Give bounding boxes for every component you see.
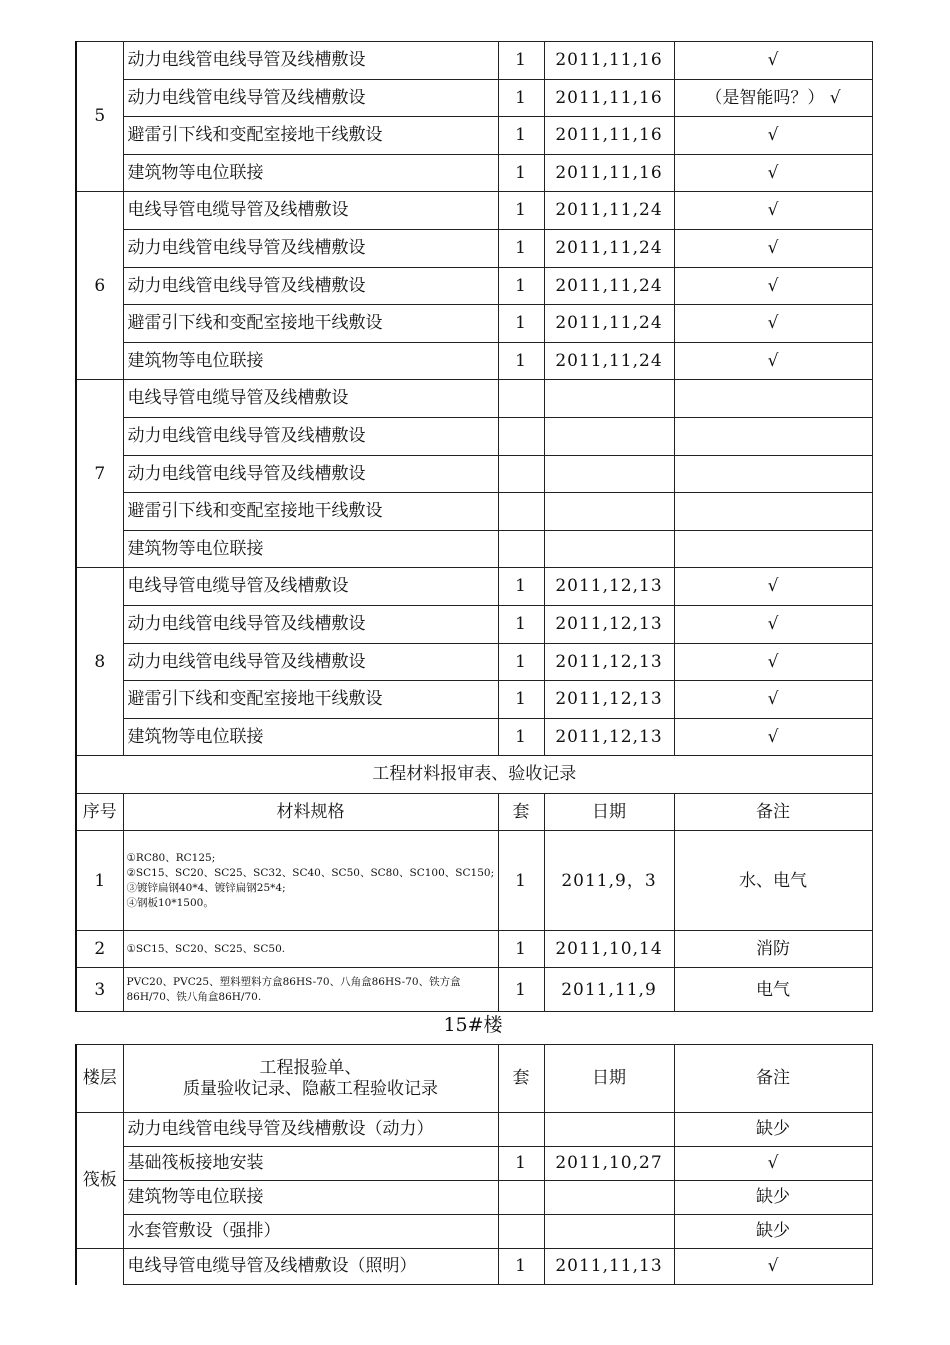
- building-15-table: [75, 1044, 873, 1285]
- table-row: [76, 117, 872, 155]
- table-row: [76, 267, 872, 305]
- table-row: [76, 455, 872, 493]
- item-date: 2011,11,16: [544, 154, 674, 192]
- item-qty: 1: [498, 305, 544, 343]
- header-record-line: 质量验收记录、隐蔽工程验收记录: [183, 1078, 438, 1099]
- item-note: [674, 530, 872, 568]
- item-date: 2011,11,24: [544, 267, 674, 305]
- item-date: 2011,12,13: [544, 681, 674, 719]
- item-qty: 1: [498, 342, 544, 380]
- item-name: 电线导管电缆导管及线槽敷设: [123, 568, 498, 606]
- floor-name-empty: [76, 1249, 123, 1285]
- item-note: √: [674, 605, 872, 643]
- item-date: [544, 1113, 674, 1147]
- materials-header-row: [76, 793, 872, 831]
- header-num: 序号: [76, 793, 123, 831]
- item-name: 水套管敷设（强排）: [123, 1215, 498, 1249]
- material-qty: 1: [498, 831, 544, 931]
- table-row: [76, 154, 872, 192]
- building-header-row: [76, 1045, 872, 1113]
- material-qty: 1: [498, 931, 544, 968]
- item-qty: 1: [498, 154, 544, 192]
- header-note: 备注: [674, 1045, 872, 1113]
- item-note: √: [674, 1249, 872, 1285]
- material-spec-line: ①RC80、RC125;: [126, 851, 216, 864]
- item-qty: 1: [498, 1249, 544, 1285]
- item-name: 动力电线管电线导管及线槽敷设（动力）: [123, 1113, 498, 1147]
- item-qty: [498, 417, 544, 455]
- item-name: 基础筏板接地安装: [123, 1147, 498, 1181]
- material-spec-line: ④钢板10*1500。: [126, 897, 214, 910]
- item-note: [674, 455, 872, 493]
- material-spec-line: ②SC15、SC20、SC25、SC32、SC40、SC50、SC80、SC100、SC150;: [126, 866, 495, 879]
- inspection-table: [75, 41, 873, 1012]
- item-date: [544, 530, 674, 568]
- material-spec: [123, 968, 498, 1012]
- item-name: 避雷引下线和变配室接地干线敷设: [123, 305, 498, 343]
- table-row: [76, 305, 872, 343]
- item-name: 电线导管电缆导管及线槽敷设（照明）: [123, 1249, 498, 1285]
- item-note: √: [674, 718, 872, 756]
- materials-title: 工程材料报审表、验收记录: [76, 756, 872, 794]
- material-spec-line: PVC20、PVC25、塑料塑料方盒86HS-70、八角盒86HS-70、铁方盒86H/70、铁八角盒86H/70.: [126, 975, 461, 1003]
- item-date: 2011,11,16: [544, 79, 674, 117]
- table-row: [76, 229, 872, 267]
- table-row: [76, 1113, 872, 1147]
- item-note: 缺少: [674, 1113, 872, 1147]
- item-note: √: [674, 154, 872, 192]
- group-number: 7: [76, 380, 123, 568]
- item-name: 建筑物等电位联接: [123, 1181, 498, 1215]
- item-note: √: [674, 117, 872, 155]
- table-row: [76, 681, 872, 719]
- item-date: 2011,11,24: [544, 192, 674, 230]
- item-qty: 1: [498, 117, 544, 155]
- table-row: [76, 1181, 872, 1215]
- header-qty: 套: [498, 793, 544, 831]
- material-row: [76, 968, 872, 1012]
- item-qty: [498, 493, 544, 531]
- item-note: √: [674, 192, 872, 230]
- item-qty: [498, 455, 544, 493]
- item-qty: 1: [498, 1147, 544, 1181]
- item-name: 动力电线管电线导管及线槽敷设: [123, 455, 498, 493]
- material-row: [76, 931, 872, 968]
- material-num: 3: [76, 968, 123, 1012]
- item-name: 动力电线管电线导管及线槽敷设: [123, 229, 498, 267]
- item-qty: [498, 380, 544, 418]
- table-row: [76, 42, 872, 80]
- table-row: [76, 192, 872, 230]
- table-row: [76, 1249, 872, 1285]
- item-date: 2011,11,16: [544, 42, 674, 80]
- item-name: 建筑物等电位联接: [123, 530, 498, 568]
- item-date: [544, 380, 674, 418]
- item-qty: [498, 1113, 544, 1147]
- item-qty: 1: [498, 568, 544, 606]
- item-date: 2011,12,13: [544, 568, 674, 606]
- material-row: [76, 831, 872, 931]
- item-date: 2011,11,24: [544, 229, 674, 267]
- group-number: 6: [76, 192, 123, 380]
- table-row: [76, 380, 872, 418]
- item-date: [544, 493, 674, 531]
- material-spec-line: ①SC15、SC20、SC25、SC50.: [126, 942, 286, 955]
- header-floor: 楼层: [76, 1045, 123, 1113]
- item-date: 2011,12,13: [544, 605, 674, 643]
- material-num: 1: [76, 831, 123, 931]
- item-note: √: [674, 267, 872, 305]
- table-row: [76, 605, 872, 643]
- item-qty: 1: [498, 643, 544, 681]
- item-qty: [498, 530, 544, 568]
- item-date: 2011,11,16: [544, 117, 674, 155]
- table-row: [76, 530, 872, 568]
- header-spec: 材料规格: [123, 793, 498, 831]
- item-note: 缺少: [674, 1181, 872, 1215]
- item-qty: 1: [498, 79, 544, 117]
- material-note: 水、电气: [674, 831, 872, 931]
- item-note: [674, 380, 872, 418]
- material-date: 2011,11,9: [544, 968, 674, 1012]
- table-row: [76, 1147, 872, 1181]
- material-date: 2011,9，3: [544, 831, 674, 931]
- group-number: 8: [76, 568, 123, 756]
- item-name: 电线导管电缆导管及线槽敷设: [123, 192, 498, 230]
- item-name: 避雷引下线和变配室接地干线敷设: [123, 493, 498, 531]
- header-record: [123, 1045, 498, 1113]
- table-row: [76, 342, 872, 380]
- material-date: 2011,10,14: [544, 931, 674, 968]
- item-qty: [498, 1215, 544, 1249]
- group-number: 5: [76, 42, 123, 192]
- item-date: [544, 1181, 674, 1215]
- item-note: √: [674, 1147, 872, 1181]
- item-date: [544, 417, 674, 455]
- material-qty: 1: [498, 968, 544, 1012]
- item-note: √: [674, 42, 872, 80]
- header-date: 日期: [544, 1045, 674, 1113]
- item-note: √: [674, 342, 872, 380]
- item-qty: 1: [498, 192, 544, 230]
- material-spec: [123, 931, 498, 968]
- item-qty: [498, 1181, 544, 1215]
- item-name: 动力电线管电线导管及线槽敷设: [123, 417, 498, 455]
- item-qty: 1: [498, 267, 544, 305]
- item-date: [544, 455, 674, 493]
- item-name: 避雷引下线和变配室接地干线敷设: [123, 117, 498, 155]
- item-name: 动力电线管电线导管及线槽敷设: [123, 267, 498, 305]
- header-date: 日期: [544, 793, 674, 831]
- item-date: 2011,11,13: [544, 1249, 674, 1285]
- item-name: 动力电线管电线导管及线槽敷设: [123, 643, 498, 681]
- item-date: 2011,11,24: [544, 305, 674, 343]
- item-qty: 1: [498, 42, 544, 80]
- table-row: [76, 568, 872, 606]
- item-note: √: [674, 681, 872, 719]
- materials-title-row: [76, 756, 872, 794]
- item-note: √: [674, 305, 872, 343]
- item-note: √: [674, 643, 872, 681]
- item-name: 建筑物等电位联接: [123, 154, 498, 192]
- item-name: 电线导管电缆导管及线槽敷设: [123, 380, 498, 418]
- material-note: 消防: [674, 931, 872, 968]
- item-name: 动力电线管电线导管及线槽敷设: [123, 605, 498, 643]
- material-spec: [123, 831, 498, 931]
- item-date: 2011,12,13: [544, 718, 674, 756]
- table-row: [76, 79, 872, 117]
- building-caption: 15#楼: [443, 1014, 503, 1036]
- item-name: 动力电线管电线导管及线槽敷设: [123, 42, 498, 80]
- table-row: [76, 643, 872, 681]
- table-row: [76, 493, 872, 531]
- item-date: 2011,12,13: [544, 643, 674, 681]
- header-qty: 套: [498, 1045, 544, 1113]
- item-note: √: [674, 568, 872, 606]
- item-date: 2011,10,27: [544, 1147, 674, 1181]
- item-qty: 1: [498, 718, 544, 756]
- item-name: 建筑物等电位联接: [123, 342, 498, 380]
- material-note: 电气: [674, 968, 872, 1012]
- item-note: （是智能吗？） √: [674, 79, 872, 117]
- item-name: 动力电线管电线导管及线槽敷设: [123, 79, 498, 117]
- item-name: 避雷引下线和变配室接地干线敷设: [123, 681, 498, 719]
- item-name: 建筑物等电位联接: [123, 718, 498, 756]
- item-qty: 1: [498, 605, 544, 643]
- floor-name: 筏板: [76, 1113, 123, 1249]
- table-row: [76, 718, 872, 756]
- item-qty: 1: [498, 681, 544, 719]
- item-note: 缺少: [674, 1215, 872, 1249]
- item-qty: 1: [498, 229, 544, 267]
- header-note: 备注: [674, 793, 872, 831]
- table-row: [76, 1215, 872, 1249]
- item-note: √: [674, 229, 872, 267]
- table-row: [76, 417, 872, 455]
- material-spec-line: ③镀锌扁钢40*4、镀锌扁钢25*4;: [126, 881, 286, 894]
- material-num: 2: [76, 931, 123, 968]
- item-date: [544, 1215, 674, 1249]
- item-note: [674, 493, 872, 531]
- item-note: [674, 417, 872, 455]
- item-date: 2011,11,24: [544, 342, 674, 380]
- header-record-line: 工程报验单、: [259, 1058, 362, 1079]
